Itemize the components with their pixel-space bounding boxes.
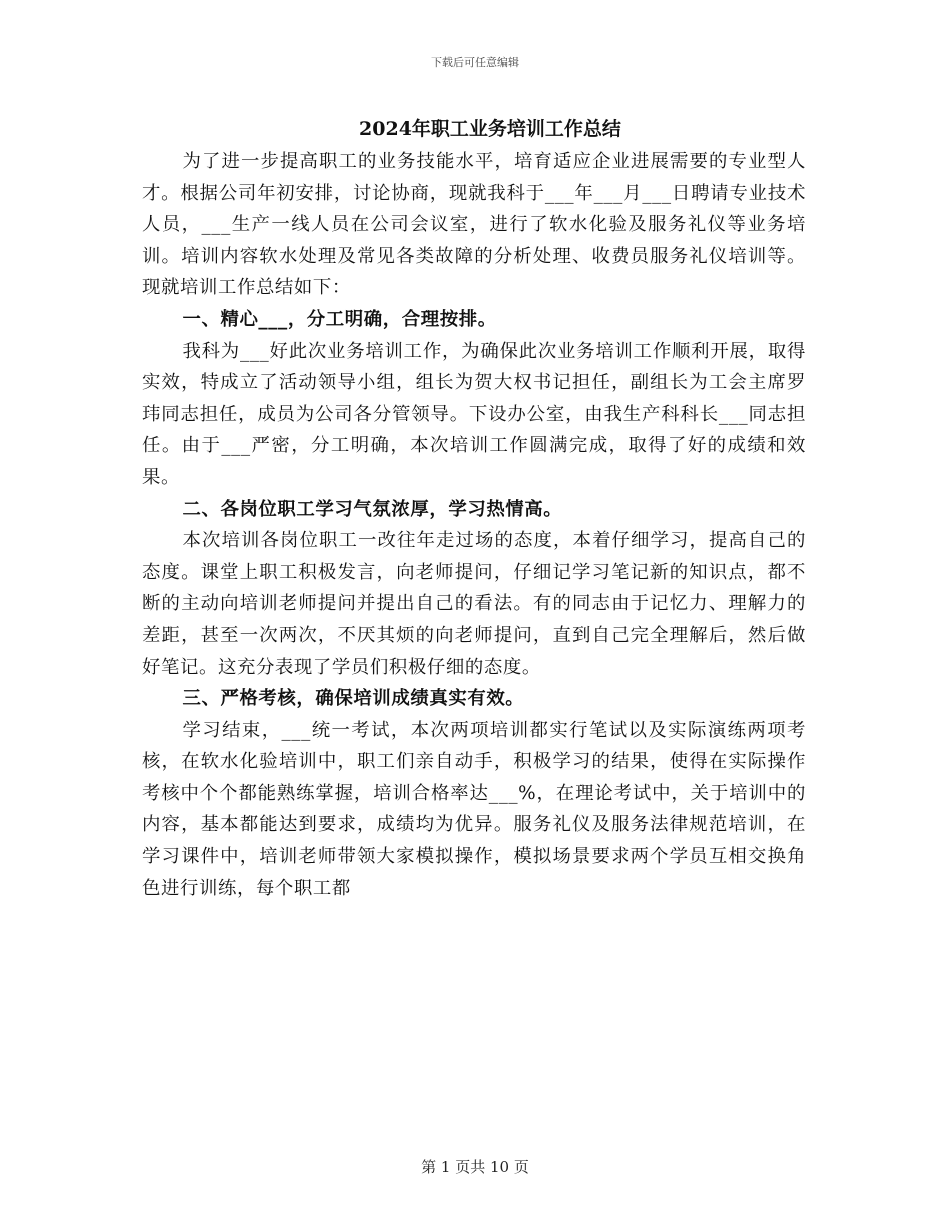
section-paragraph-3: 学习结束，___统一考试，本次两项培训都实行笔试以及实际演练两项考核，在软水化验培训中，职工们亲自动手，积极学习的结果，使得在实际操作考核中个个都能熟练掌握，培训合格率达___%，在理论考试中，关于培训中的内容，基本都能达到要求，成绩均为优异。服务礼仪及服务法律规范培训，在学习课件中，培训老师带领大家模拟操作，模拟场景要求两个学员互相交换角色进行训练，每个职工都 xyxy=(142,719,806,899)
section-heading-1: 一、精心___，分工明确，合理按排。 xyxy=(182,308,497,330)
section-heading-3: 三、严格考核，确保培训成绩真实有效。 xyxy=(182,688,525,710)
section-paragraph-1: 我科为___好此次业务培训工作，为确保此次业务培训工作顺利开展，取得实效，特成立了活动领导小组，组长为贺大权书记担任，副组长为工会主席罗玮同志担任，成员为公司各分管领导。下设办公室，由我生产科科长___同志担任。由于___严密，分工明确，本次培训工作圆满完成，取得了好的成绩和效果。 xyxy=(142,340,806,488)
intro-paragraph: 为了进一步提高职工的业务技能水平，培育适应企业进展需要的专业型人才。根据公司年初安排，讨论协商，现就我科于___年___月___日聘请专业技术人员，___生产一线人员在公司会议室，进行了软水化验及服务礼仪等业务培训。培训内容软水处理及常见各类故障的分析处理、收费员服务礼仪培训等。现就培训工作总结如下： xyxy=(142,151,806,299)
section-paragraph-2: 本次培训各岗位职工一改往年走过场的态度，本着仔细学习，提高自己的态度。课堂上职工积极发言，向老师提问，仔细记学习笔记新的知识点，都不断的主动向培训老师提问并提出自己的看法。有的同志由于记忆力、理解力的差距，甚至一次两次，不厌其烦的向老师提问，直到自己完全理解后，然后做好笔记。这充分表现了学员们积极仔细的态度。 xyxy=(142,530,806,678)
document-body xyxy=(142,146,806,904)
section-heading-2: 二、各岗位职工学习气氛浓厚，学习热情高。 xyxy=(182,498,563,520)
header-note: 下载后可任意编辑 xyxy=(431,56,519,69)
document-title: 2024年职工业务培训工作总结 xyxy=(359,118,621,140)
page-footer: 第 1 页共 10 页 xyxy=(421,1158,529,1176)
